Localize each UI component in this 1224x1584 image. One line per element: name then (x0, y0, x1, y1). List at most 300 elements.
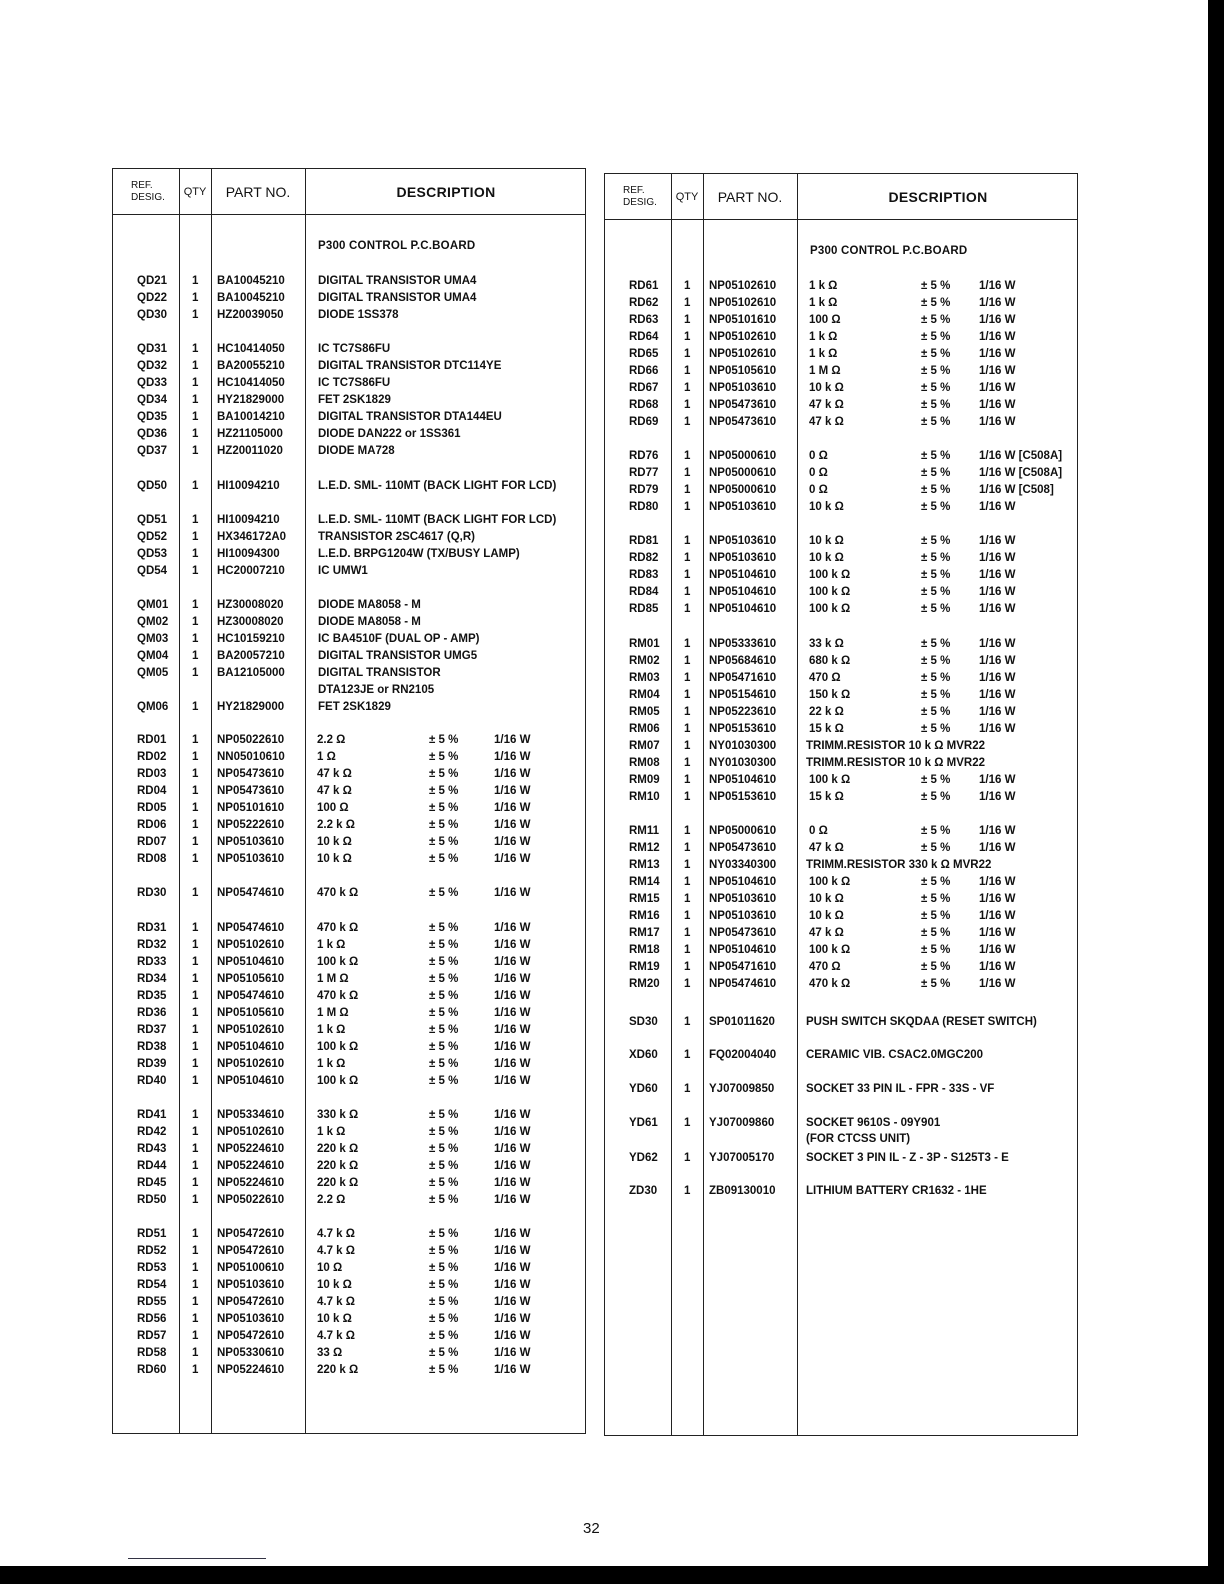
qty: 1 (684, 859, 691, 871)
part-no: NP05103610 (217, 836, 285, 848)
qty: 1 (192, 939, 199, 951)
qty: 1 (192, 956, 199, 968)
wattage: 1/16 W (494, 990, 531, 1002)
ref-desig: RD37 (137, 1024, 167, 1036)
table-row (113, 665, 585, 682)
qty: 1 (684, 1117, 691, 1129)
ref-desig: QD33 (137, 377, 168, 389)
qty: 1 (192, 1194, 199, 1206)
resistance-value: 100 k Ω (809, 569, 851, 581)
qty: 1 (192, 599, 199, 611)
description: DIODE MA728 (318, 445, 395, 457)
ref-desig: RM10 (629, 791, 660, 803)
qty: 1 (684, 638, 691, 650)
qty: 1 (192, 1330, 199, 1342)
wattage: 1/16 W (979, 603, 1016, 615)
tolerance: ± 5 % (921, 774, 951, 786)
table-row (113, 1073, 585, 1090)
qty: 1 (192, 1109, 199, 1121)
part-no: FQ02004040 (709, 1049, 777, 1061)
part-no: NP05334610 (217, 1109, 285, 1121)
qty: 1 (684, 280, 691, 292)
ref-desig: RM11 (629, 825, 660, 837)
ref-desig: RD04 (137, 785, 167, 797)
part-no: NY03340300 (709, 859, 777, 871)
ref-desig: RD55 (137, 1296, 167, 1308)
part-no: NP05100610 (217, 1262, 285, 1274)
tolerance: ± 5 % (921, 348, 951, 360)
resistance-value: 2.2 Ω (317, 734, 346, 746)
qty: 1 (192, 411, 199, 423)
qty: 1 (192, 1347, 199, 1359)
table-row (113, 971, 585, 988)
ref-desig: RD57 (137, 1330, 167, 1342)
qty: 1 (192, 650, 199, 662)
ref-desig: RD34 (137, 973, 167, 985)
wattage: 1/16 W (494, 973, 531, 985)
wattage: 1/16 W (979, 297, 1016, 309)
part-no: BA20055210 (217, 360, 285, 372)
ref-desig: RD33 (137, 956, 167, 968)
part-no: HY21829000 (217, 394, 285, 406)
part-no: NP05472610 (217, 1245, 285, 1257)
qty: 1 (684, 1152, 691, 1164)
part-no: NP05105610 (217, 973, 285, 985)
part-no: NP05473610 (217, 768, 285, 780)
wattage: 1/16 W (494, 1058, 531, 1070)
qty: 1 (192, 1177, 199, 1189)
header-part-no: PART NO. (717, 188, 783, 205)
wattage: 1/16 W (979, 655, 1016, 667)
table-row (113, 885, 585, 902)
tolerance: ± 5 % (429, 956, 459, 968)
qty: 1 (192, 292, 199, 304)
ref-desig: RD54 (137, 1279, 167, 1291)
wattage: 1/16 W [C508A] (979, 467, 1063, 479)
table-row (605, 772, 1077, 789)
table-row (113, 1243, 585, 1260)
tolerance: ± 5 % (429, 1177, 459, 1189)
header-description: DESCRIPTION (396, 183, 496, 200)
qty: 1 (684, 552, 691, 564)
description: (FOR CTCSS UNIT) (806, 1133, 911, 1145)
wattage: 1/16 W (494, 734, 531, 746)
tolerance: ± 5 % (429, 1143, 459, 1155)
wattage: 1/16 W (979, 348, 1016, 360)
qty: 1 (684, 1083, 691, 1095)
ref-desig: QM01 (137, 599, 169, 611)
qty: 1 (684, 501, 691, 513)
ref-desig: RD41 (137, 1109, 167, 1121)
resistance-value: 10 k Ω (317, 853, 352, 865)
part-no: NP05153610 (709, 723, 777, 735)
wattage: 1/16 W [C508A] (979, 450, 1063, 462)
wattage: 1/16 W (494, 751, 531, 763)
table-row (113, 1175, 585, 1192)
wattage: 1/16 W (979, 842, 1016, 854)
ref-desig: RM19 (629, 961, 660, 973)
wattage: 1/16 W (979, 723, 1016, 735)
table-row (113, 732, 585, 749)
description: TRANSISTOR 2SC4617 (Q,R) (318, 531, 475, 543)
ref-desig: RD52 (137, 1245, 167, 1257)
part-no: HZ21105000 (217, 428, 283, 440)
tolerance: ± 5 % (429, 990, 459, 1002)
ref-desig: QD31 (137, 343, 168, 355)
part-no: NP05224610 (217, 1143, 285, 1155)
header-rule (605, 219, 1077, 220)
qty: 1 (192, 1228, 199, 1240)
description: IC TC7S86FU (318, 377, 391, 389)
ref-desig: RD80 (629, 501, 659, 513)
part-no: HZ30008020 (217, 599, 284, 611)
table-row (113, 1022, 585, 1039)
part-no: HZ30008020 (217, 616, 284, 628)
table-row (605, 567, 1077, 584)
ref-desig: RD01 (137, 734, 167, 746)
part-no: BA20057210 (217, 650, 285, 662)
resistance-value: 1 k Ω (809, 331, 838, 343)
resistance-value: 150 k Ω (809, 689, 851, 701)
qty: 1 (192, 751, 199, 763)
description: DIODE MA8058 - M (318, 599, 421, 611)
wattage: 1/16 W (494, 1024, 531, 1036)
qty: 1 (684, 416, 691, 428)
table-row (605, 874, 1077, 891)
table-row (605, 448, 1077, 465)
table-row (113, 307, 585, 324)
table-row (605, 397, 1077, 414)
description: DIODE MA8058 - M (318, 616, 421, 628)
ref-desig: RD06 (137, 819, 167, 831)
tolerance: ± 5 % (921, 382, 951, 394)
description: FET 2SK1829 (318, 701, 391, 713)
resistance-value: 100 k Ω (809, 876, 851, 888)
qty: 1 (192, 990, 199, 1002)
part-no: NP05224610 (217, 1160, 285, 1172)
ref-desig: QD53 (137, 548, 168, 560)
description: TRIMM.RESISTOR 10 k Ω MVR22 (806, 757, 985, 769)
qty: 1 (192, 853, 199, 865)
qty: 1 (684, 672, 691, 684)
qty: 1 (192, 1058, 199, 1070)
table-row (605, 738, 1077, 755)
scan-edge-bottom (0, 1566, 1224, 1584)
qty: 1 (192, 785, 199, 797)
wattage: 1/16 W (979, 876, 1016, 888)
table-row (605, 414, 1077, 431)
resistance-value: 470 Ω (809, 672, 841, 684)
qty: 1 (192, 1296, 199, 1308)
wattage: 1/16 W (979, 961, 1016, 973)
description: L.E.D. SML- 110MT (BACK LIGHT FOR LCD) (318, 480, 557, 492)
part-no: NP05224610 (217, 1177, 285, 1189)
part-no: NP05102610 (709, 297, 777, 309)
wattage: 1/16 W (494, 1245, 531, 1257)
table-row (113, 478, 585, 495)
header-qty: QTY (183, 185, 207, 198)
resistance-value: 33 k Ω (809, 638, 844, 650)
table-row (113, 800, 585, 817)
wattage: 1/16 W (979, 501, 1016, 513)
wattage: 1/16 W (494, 853, 531, 865)
ref-desig: QD30 (137, 309, 168, 321)
ref-desig: RD31 (137, 922, 167, 934)
ref-desig: RD62 (629, 297, 659, 309)
qty: 1 (192, 887, 199, 899)
header-description: DESCRIPTION (888, 188, 988, 205)
qty: 1 (684, 774, 691, 786)
qty: 1 (684, 1016, 691, 1028)
header-ref-desig (113, 169, 179, 214)
wattage: 1/16 W (979, 331, 1016, 343)
resistance-value: 2.2 Ω (317, 1194, 346, 1206)
part-no: NP05104610 (217, 1041, 285, 1053)
ref-desig: RD77 (629, 467, 659, 479)
wattage: 1/16 W (979, 672, 1016, 684)
tolerance: ± 5 % (429, 1262, 459, 1274)
tolerance: ± 5 % (921, 791, 951, 803)
description: IC BA4510F (DUAL OP - AMP) (318, 633, 480, 645)
part-no: NP05103610 (709, 552, 777, 564)
table-row (605, 670, 1077, 687)
description: DIODE 1SS378 (318, 309, 399, 321)
resistance-value: 10 k Ω (809, 535, 844, 547)
header-ref-line2: DESIG. (623, 196, 657, 208)
ref-desig: RD30 (137, 887, 167, 899)
wattage: 1/16 W (979, 382, 1016, 394)
part-no: NP05103610 (217, 1313, 285, 1325)
qty: 1 (192, 1024, 199, 1036)
tolerance: ± 5 % (429, 1041, 459, 1053)
wattage: 1/16 W [C508] (979, 484, 1054, 496)
part-no: NP05223610 (709, 706, 777, 718)
table-row (113, 341, 585, 358)
ref-desig: RD05 (137, 802, 167, 814)
part-no: HZ20039050 (217, 309, 284, 321)
resistance-value: 1 k Ω (317, 1126, 346, 1138)
part-no: BA10045210 (217, 292, 285, 304)
qty: 1 (192, 633, 199, 645)
tolerance: ± 5 % (921, 280, 951, 292)
header-rule (113, 214, 585, 215)
description: DIGITAL TRANSISTOR UMG5 (318, 650, 478, 662)
wattage: 1/16 W (494, 939, 531, 951)
tolerance: ± 5 % (921, 297, 951, 309)
wattage: 1/16 W (494, 1262, 531, 1274)
wattage: 1/16 W (494, 836, 531, 848)
part-no: NP05330610 (217, 1347, 285, 1359)
wattage: 1/16 W (979, 927, 1016, 939)
qty: 1 (684, 723, 691, 735)
resistance-value: 10 k Ω (317, 836, 352, 848)
description: L.E.D. SML- 110MT (BACK LIGHT FOR LCD) (318, 514, 557, 526)
ref-desig: RM17 (629, 927, 660, 939)
resistance-value: 1 k Ω (317, 1058, 346, 1070)
ref-desig: QD37 (137, 445, 168, 457)
wattage: 1/16 W (979, 910, 1016, 922)
ref-desig: SD30 (629, 1016, 658, 1028)
table-row (113, 1158, 585, 1175)
ref-desig: RM14 (629, 876, 660, 888)
table-row (605, 755, 1077, 772)
wattage: 1/16 W (494, 785, 531, 797)
part-no: NP05104610 (217, 1075, 285, 1087)
tolerance: ± 5 % (921, 944, 951, 956)
part-no: BA10045210 (217, 275, 285, 287)
table-row (113, 834, 585, 851)
tolerance: ± 5 % (429, 1126, 459, 1138)
ref-desig: RD79 (629, 484, 659, 496)
resistance-value: 10 Ω (317, 1262, 343, 1274)
header-ref-line1: REF. (623, 184, 645, 196)
wattage: 1/16 W (494, 1194, 531, 1206)
table-row (113, 1294, 585, 1311)
table-row (605, 1115, 1077, 1132)
ref-desig: RD83 (629, 569, 659, 581)
tolerance: ± 5 % (921, 825, 951, 837)
resistance-value: 15 k Ω (809, 723, 844, 735)
wattage: 1/16 W (494, 819, 531, 831)
qty: 1 (192, 445, 199, 457)
ref-desig: RM04 (629, 689, 660, 701)
resistance-value: 10 k Ω (317, 1279, 352, 1291)
ref-desig: RD07 (137, 836, 167, 848)
part-no: HI10094300 (217, 548, 280, 560)
tolerance: ± 5 % (921, 450, 951, 462)
parts-table-left (112, 168, 586, 1434)
ref-desig: RM12 (629, 842, 660, 854)
ref-desig: RM05 (629, 706, 660, 718)
table-row (113, 1345, 585, 1362)
qty: 1 (192, 480, 199, 492)
resistance-value: 0 Ω (809, 467, 828, 479)
description: SOCKET 3 PIN IL - Z - 3P - S125T3 - E (806, 1152, 1009, 1164)
ref-desig: YD61 (629, 1117, 658, 1129)
qty: 1 (192, 734, 199, 746)
wattage: 1/16 W (494, 1075, 531, 1087)
wattage: 1/16 W (979, 416, 1016, 428)
description: DIGITAL TRANSISTOR DTC114YE (318, 360, 502, 372)
resistance-value: 47 k Ω (809, 399, 844, 411)
tolerance: ± 5 % (429, 1296, 459, 1308)
tolerance: ± 5 % (429, 1160, 459, 1172)
part-no: HI10094210 (217, 514, 280, 526)
resistance-value: 2.2 k Ω (317, 819, 355, 831)
table-row (605, 823, 1077, 840)
table-row (113, 766, 585, 783)
resistance-value: 15 k Ω (809, 791, 844, 803)
wattage: 1/16 W (494, 1347, 531, 1359)
table-row (605, 329, 1077, 346)
ref-desig: RD39 (137, 1058, 167, 1070)
resistance-value: 470 k Ω (317, 887, 359, 899)
part-no: NP05101610 (217, 802, 285, 814)
wattage: 1/16 W (494, 1296, 531, 1308)
wattage: 1/16 W (979, 706, 1016, 718)
header-ref-desig (605, 174, 671, 219)
ref-desig: RD67 (629, 382, 659, 394)
resistance-value: 470 k Ω (809, 978, 851, 990)
tolerance: ± 5 % (429, 1075, 459, 1087)
part-no: NP05102610 (709, 331, 777, 343)
part-no: NP05471610 (709, 672, 777, 684)
part-no: NP05022610 (217, 734, 285, 746)
resistance-value: 680 k Ω (809, 655, 851, 667)
ref-desig: RD56 (137, 1313, 167, 1325)
resistance-value: 100 Ω (809, 314, 841, 326)
part-no: BA12105000 (217, 667, 285, 679)
description: L.E.D. BRPG1204W (TX/BUSY LAMP) (318, 548, 520, 560)
ref-desig: RD68 (629, 399, 659, 411)
table-row (113, 1005, 585, 1022)
table-row (113, 563, 585, 580)
table-row (113, 375, 585, 392)
resistance-value: 470 k Ω (317, 990, 359, 1002)
tolerance: ± 5 % (429, 1007, 459, 1019)
tolerance: ± 5 % (429, 1330, 459, 1342)
part-no: NP05104610 (709, 774, 777, 786)
part-no: NP05000610 (709, 484, 777, 496)
description: PUSH SWITCH SKQDAA (RESET SWITCH) (806, 1016, 1037, 1028)
qty: 1 (192, 360, 199, 372)
part-no: HZ20011020 (217, 445, 283, 457)
qty: 1 (684, 740, 691, 752)
resistance-value: 10 k Ω (809, 910, 844, 922)
part-no: NP05471610 (709, 961, 777, 973)
resistance-value: 100 k Ω (809, 774, 851, 786)
table-row (605, 380, 1077, 397)
tolerance: ± 5 % (921, 842, 951, 854)
wattage: 1/16 W (494, 768, 531, 780)
wattage: 1/16 W (494, 1126, 531, 1138)
table-row (605, 533, 1077, 550)
part-no: NP05103610 (709, 910, 777, 922)
tolerance: ± 5 % (429, 1024, 459, 1036)
qty: 1 (684, 450, 691, 462)
part-no: NP05102610 (217, 1024, 285, 1036)
resistance-value: 1 k Ω (317, 1024, 346, 1036)
part-no: NP05472610 (217, 1228, 285, 1240)
ref-desig: RD63 (629, 314, 659, 326)
wattage: 1/16 W (494, 1143, 531, 1155)
qty: 1 (684, 331, 691, 343)
qty: 1 (684, 399, 691, 411)
table-row (113, 1039, 585, 1056)
wattage: 1/16 W (494, 1364, 531, 1376)
qty: 1 (192, 1364, 199, 1376)
resistance-value: 470 k Ω (317, 922, 359, 934)
qty: 1 (684, 603, 691, 615)
ref-desig: YD62 (629, 1152, 658, 1164)
wattage: 1/16 W (494, 1330, 531, 1342)
part-no: NP05103610 (709, 893, 777, 905)
wattage: 1/16 W (979, 586, 1016, 598)
resistance-value: 1 k Ω (809, 297, 838, 309)
ref-desig: RD81 (629, 535, 659, 547)
tolerance: ± 5 % (921, 314, 951, 326)
ref-desig: RM09 (629, 774, 660, 786)
wattage: 1/16 W (979, 552, 1016, 564)
table-row (605, 653, 1077, 670)
tolerance: ± 5 % (921, 961, 951, 973)
qty: 1 (684, 689, 691, 701)
tolerance: ± 5 % (921, 586, 951, 598)
page-number: 32 (583, 1520, 600, 1537)
table-row (113, 358, 585, 375)
description: CERAMIC VIB. CSAC2.0MGC200 (806, 1049, 984, 1061)
table-row (605, 1183, 1077, 1200)
